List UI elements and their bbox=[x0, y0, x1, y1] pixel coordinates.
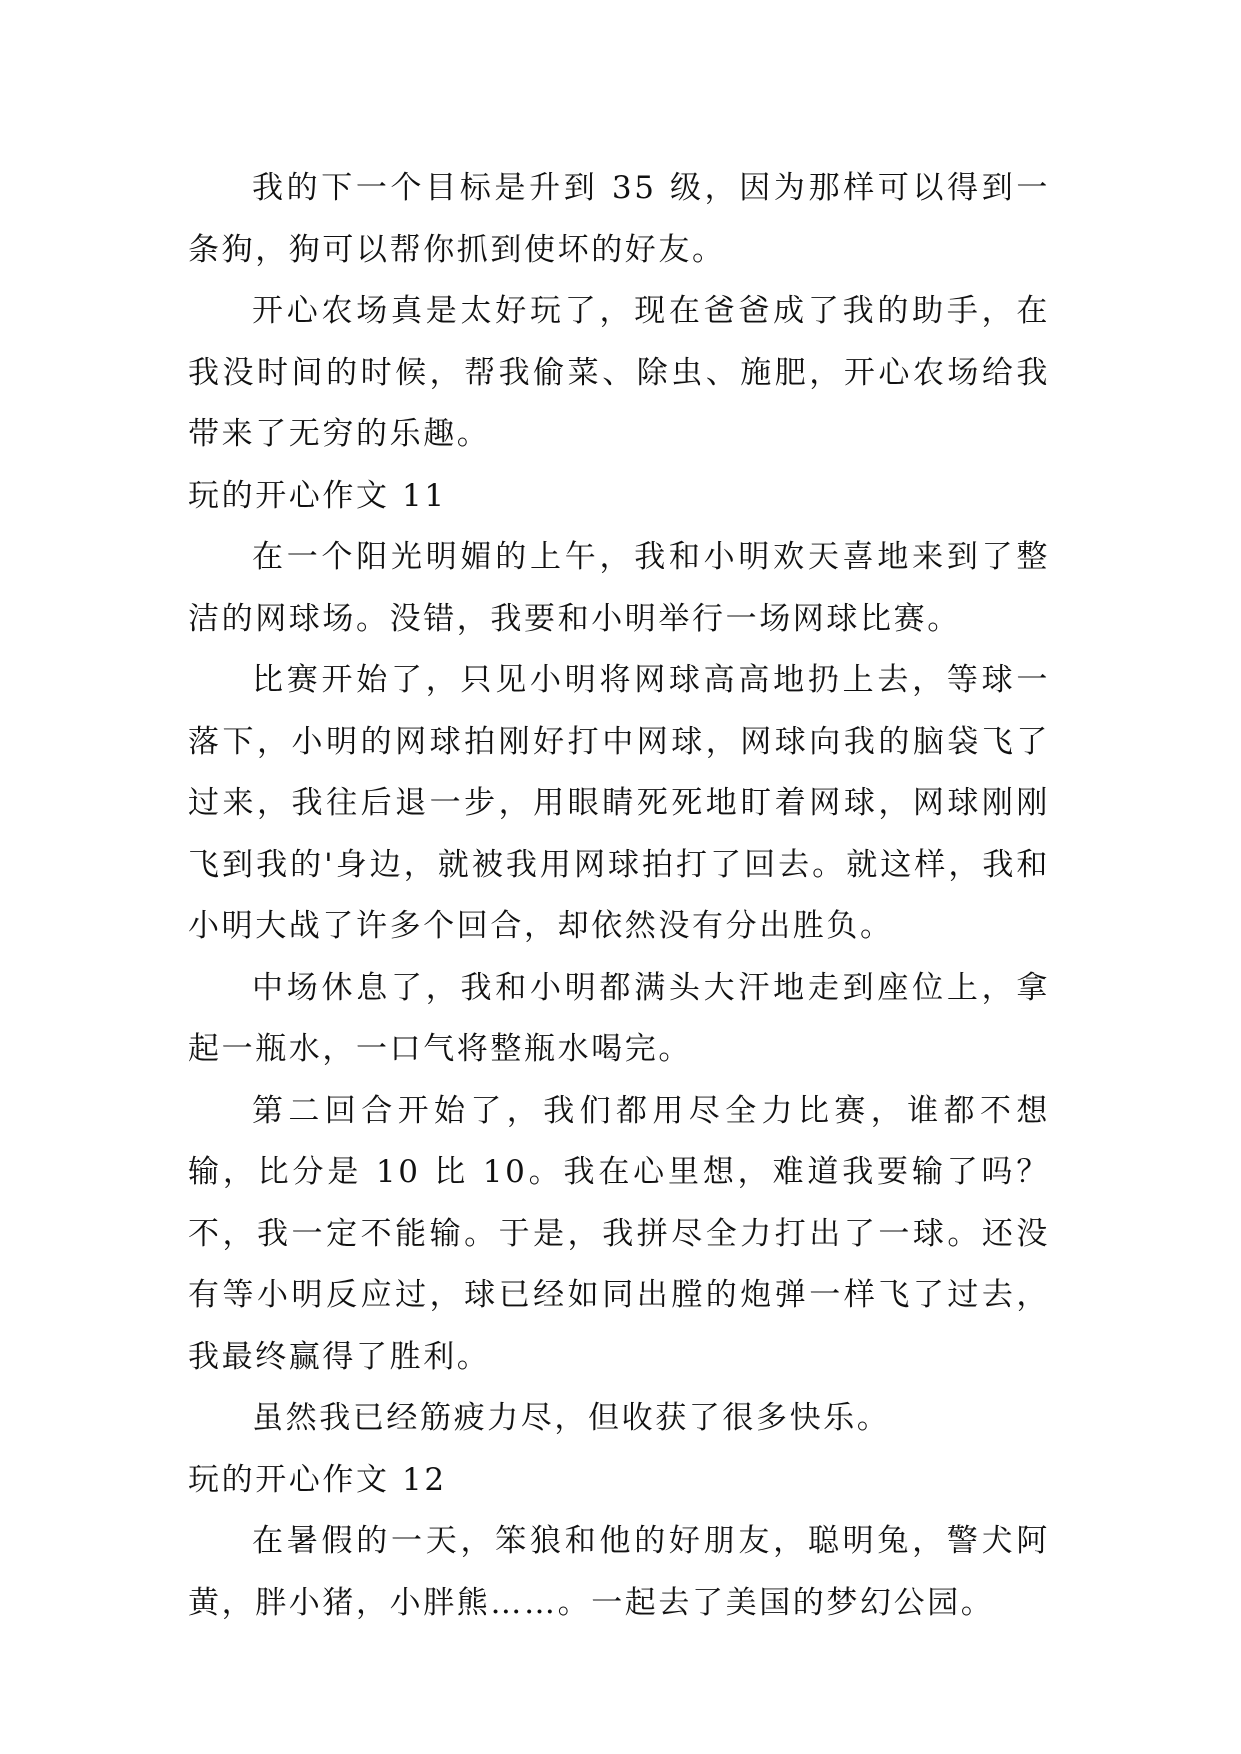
section-heading: 玩的开心作文 11 bbox=[188, 477, 447, 514]
paragraph: 第二回合开始了，我们都用尽全力比赛，谁都不想输，比分是 10 比 10。我在心里想，难道我要输了吗？不，我一定不能输。于是，我拼尽全力打出了一球。还没有等小明反应过，球已经如同出膛的炮弹一样飞了过去，我最终赢得了胜利。 bbox=[188, 1092, 1050, 1375]
document-body bbox=[188, 158, 1050, 1634]
paragraph: 我的下一个目标是升到 35 级，因为那样可以得到一条狗，狗可以帮你抓到使坏的好友。 bbox=[188, 170, 1050, 268]
section-heading: 玩的开心作文 12 bbox=[188, 1461, 447, 1498]
paragraph: 中场休息了，我和小明都满头大汗地走到座位上，拿起一瓶水，一口气将整瓶水喝完。 bbox=[188, 969, 1050, 1067]
paragraph: 在暑假的一天，笨狼和他的好朋友，聪明兔，警犬阿黄，胖小猪，小胖熊……。一起去了美国的梦幻公园。 bbox=[188, 1523, 1050, 1621]
paragraph: 比赛开始了，只见小明将网球高高地扔上去，等球一落下，小明的网球拍刚好打中网球，网球向我的脑袋飞了过来，我往后退一步，用眼睛死死地盯着网球，网球刚刚飞到我的'身边，就被我用网球拍打了回去。就这样，我和小明大战了许多个回合，却依然没有分出胜负。 bbox=[188, 662, 1050, 944]
paragraph: 虽然我已经筋疲力尽，但收获了很多快乐。 bbox=[252, 1400, 891, 1436]
paragraph: 开心农场真是太好玩了，现在爸爸成了我的助手，在我没时间的时候，帮我偷菜、除虫、施肥，开心农场给我带来了无穷的乐趣。 bbox=[188, 293, 1050, 452]
paragraph: 在一个阳光明媚的上午，我和小明欢天喜地来到了整洁的网球场。没错，我要和小明举行一场网球比赛。 bbox=[188, 539, 1050, 637]
